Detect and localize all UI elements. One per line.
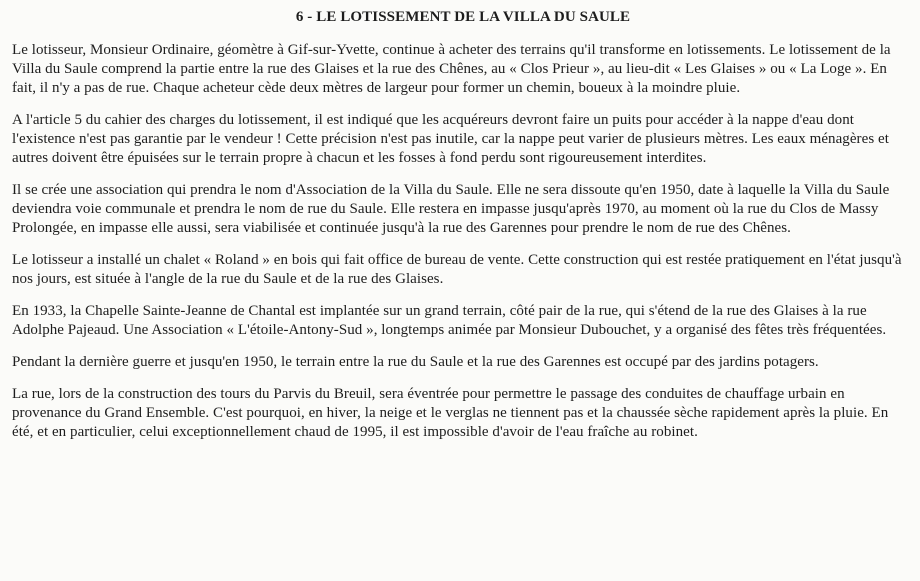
- document-body: [12, 41, 906, 442]
- paragraph-jardins-potagers: Pendant la dernière guerre et jusqu'en 1950, le terrain entre la rue du Saule et la rue des Garennes est occupé par des jardins potagers.: [12, 354, 819, 370]
- page-title: 6 - LE LOTISSEMENT DE LA VILLA DU SAULE: [295, 9, 631, 25]
- paragraph-association: Il se crée une association qui prendra le nom d'Association de la Villa du Saule. Elle ne sera dissoute qu'en 1950, date à laquelle la Villa du Saule deviendra voie communale et prendra le nom de rue du Saule. Elle restera en impasse jusqu'après 1970, au moment où la rue du Clos de Massy Prolongée, en impasse elle aussi, sera viabilisée et continuée jusqu'à la rue des Garennes pour prendre le nom de rue des Chênes.: [12, 182, 890, 236]
- paragraph-chapelle: En 1933, la Chapelle Sainte-Jeanne de Chantal est implantée sur un grand terrain, côté pair de la rue, qui s'étend de la rue des Glaises à la rue Adolphe Pajeaud. Une Association « L'étoile-Antony-Sud », longtemps animée par Monsieur Dubouchet, y a organisé des fêtes très fréquentées.: [12, 303, 887, 338]
- paragraph-cahier-des-charges: A l'article 5 du cahier des charges du lotissement, il est indiqué que les acquéreurs devront faire un puits pour accéder à la nappe d'eau dont l'existence n'est pas garantie par le vendeur ! Cette précision n'est pas inutile, car la nappe peut varier de plusieurs mètres. Les eaux ménagères et autres doivent être épuisées sur le terrain propre à chacun et les fosses à fond perdu sont rigoureusement interdites.: [12, 112, 889, 166]
- paragraph-chauffage-urbain: La rue, lors de la construction des tours du Parvis du Breuil, sera éventrée pour permettre le passage des conduites de chauffage urbain en provenance du Grand Ensemble. C'est pourquoi, en hiver, la neige et le verglas ne tiennent pas et la chaussée sèche rapidement après la pluie. En été, et en particulier, celui exceptionnellement chaud de 1995, il est impossible d'avoir de l'eau fraîche au robinet.: [12, 386, 889, 440]
- paragraph-lotisseur: Le lotisseur, Monsieur Ordinaire, géomètre à Gif-sur-Yvette, continue à acheter des terrains qu'il transforme en lotissements. Le lotissement de la Villa du Saule comprend la partie entre la rue des Glaises et la rue des Chênes, au « Clos Prieur », au lieu-dit « Les Glaises » ou « La Loge ». En fait, il n'y a pas de rue. Chaque acheteur cède deux mètres de largeur pour former un chemin, boueux à la moindre pluie.: [12, 42, 891, 96]
- paragraph-chalet-roland: Le lotisseur a installé un chalet « Roland » en bois qui fait office de bureau de vente. Cette construction qui est restée pratiquement en l'état jusqu'à nos jours, est située à l'angle de la rue du Saule et de la rue des Glaises.: [12, 252, 902, 287]
